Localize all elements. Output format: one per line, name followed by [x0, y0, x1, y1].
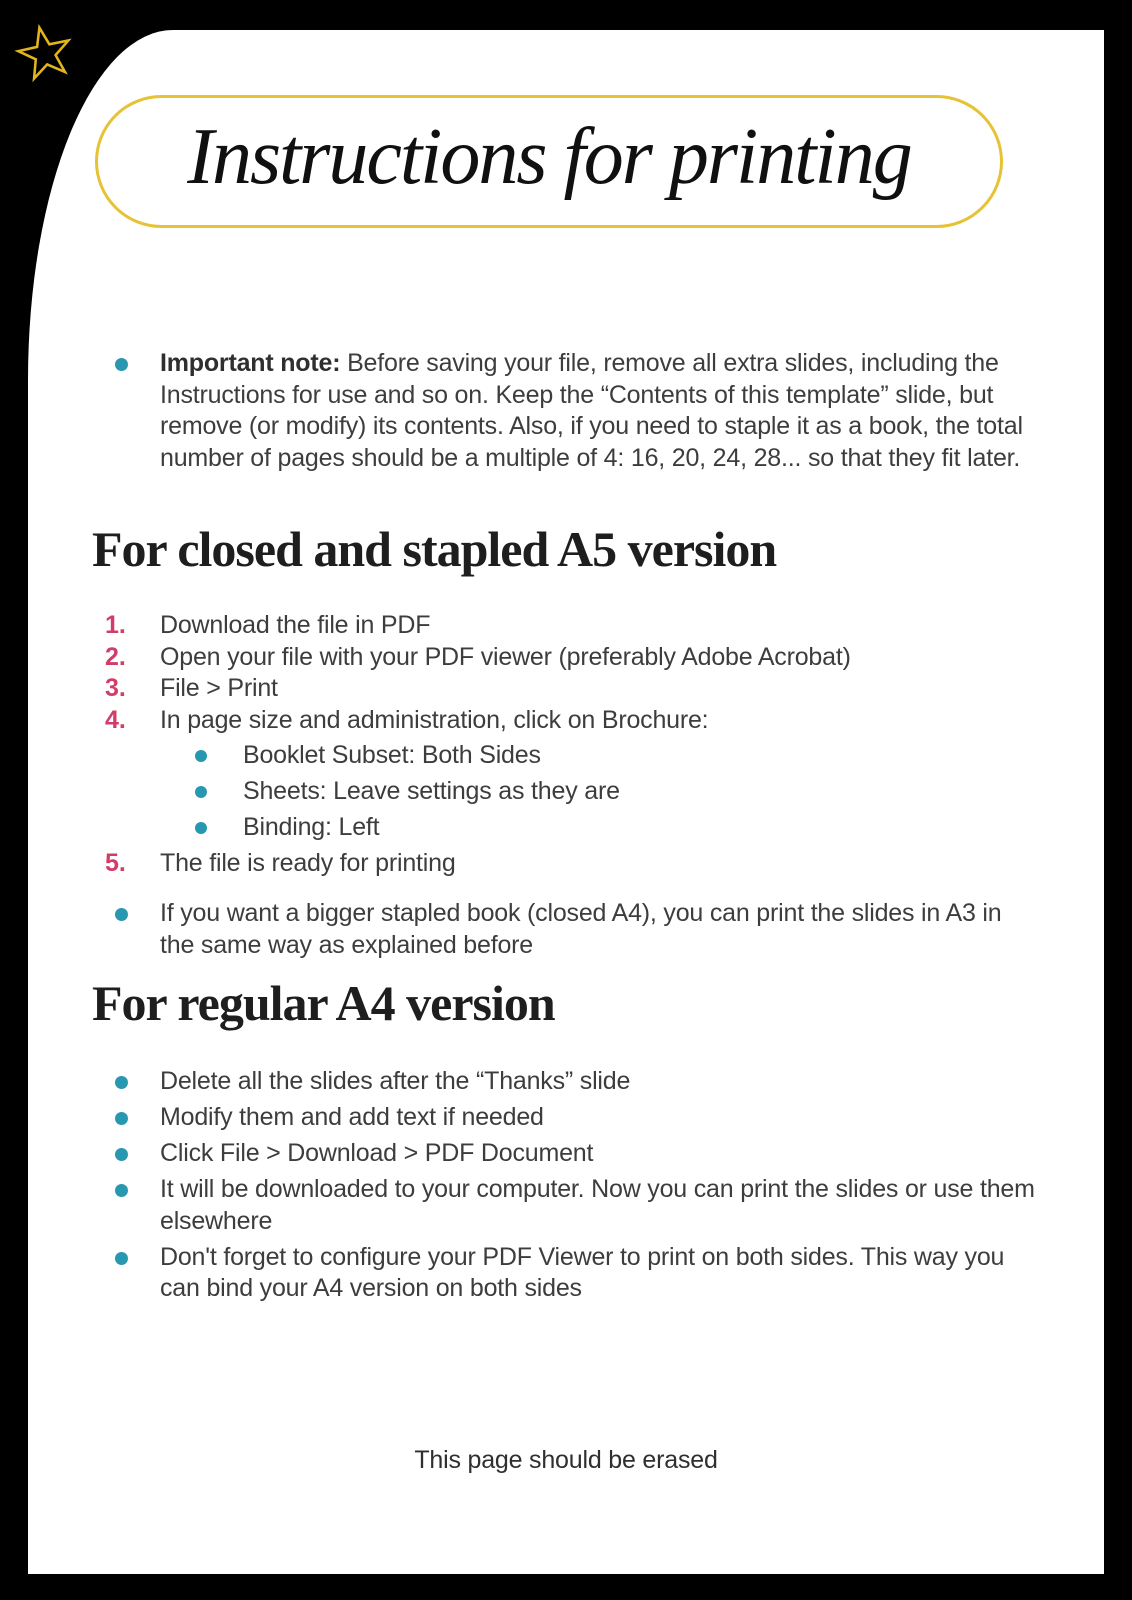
important-note	[115, 348, 1055, 474]
a5-steps-list	[105, 610, 1055, 880]
list-item	[105, 848, 1055, 880]
a5-extra-note-text: If you want a bigger stapled book (closed A4), you can print the slides in A3 in the same way as explained before	[160, 899, 1002, 959]
step-number: 4.	[105, 705, 126, 734]
step-number: 1.	[105, 611, 126, 639]
sub-item-text: Booklet Subset: Both Sides	[243, 741, 541, 769]
sub-item-text: Sheets: Leave settings as they are	[243, 777, 620, 805]
bullet-text: Delete all the slides after the “Thanks” slide	[160, 1067, 631, 1095]
bullet-icon	[195, 750, 207, 762]
step-number: 2.	[105, 642, 126, 671]
bullet-icon	[115, 1112, 128, 1125]
document-page	[28, 30, 1104, 1574]
heading-a5-version: For closed and stapled A5 version	[92, 521, 777, 577]
bullet-icon	[115, 1076, 128, 1089]
list-item	[115, 1066, 1055, 1098]
list-item	[115, 1102, 1055, 1134]
list-item	[195, 776, 1020, 808]
title-frame	[95, 95, 1003, 228]
step-text	[160, 705, 1020, 849]
important-note-body: Before saving your file, remove all extra slides, including the Instructions for use and so on. Keep the “Contents of this template” slide, but remove (or modify) its contents. Also, if you need to staple it as a book, the total number of pages should be a multiple of 4: 16, 20, 24, 28... so that they fit later.	[160, 349, 1023, 472]
bullet-icon	[115, 1148, 128, 1161]
list-item	[115, 1174, 1055, 1237]
bullet-text: Don't forget to configure your PDF Viewer to print on both sides. This way you can bind your A4 version on both sides	[160, 1242, 1005, 1302]
a4-bullets-list	[115, 1066, 1055, 1309]
list-item	[105, 642, 1055, 674]
bullet-text: It will be downloaded to your computer. Now you can print the slides or use them elsewhere	[160, 1175, 1035, 1235]
important-note-text	[160, 348, 1040, 474]
bullet-icon	[115, 1252, 128, 1265]
step-text: File > Print	[160, 674, 278, 702]
step-number: 3.	[105, 674, 126, 702]
sub-item-text: Binding: Left	[243, 813, 380, 841]
list-item	[105, 705, 1055, 849]
list-item	[105, 673, 1055, 705]
list-item	[115, 1242, 1055, 1305]
bullet-icon	[115, 1184, 128, 1197]
step-text: Open your file with your PDF viewer (preferably Adobe Acrobat)	[160, 642, 851, 671]
important-note-label: Important note:	[160, 349, 341, 377]
a5-extra-note	[115, 898, 1055, 961]
a5-sub-list	[195, 740, 1020, 844]
page-title: Instructions for printing	[187, 113, 911, 201]
list-item	[195, 740, 1020, 772]
step-text-label: In page size and administration, click on Brochure:	[160, 705, 709, 734]
bullet-text: Modify them and add text if needed	[160, 1103, 544, 1131]
step-text: Download the file in PDF	[160, 611, 431, 639]
bullet-icon	[115, 908, 128, 921]
bullet-icon	[195, 822, 207, 834]
footer-note: This page should be erased	[414, 1446, 718, 1474]
list-item	[115, 1138, 1055, 1170]
step-text: The file is ready for printing	[160, 849, 456, 877]
bullet-icon	[115, 358, 128, 371]
list-item	[195, 812, 1020, 844]
step-number: 5.	[105, 849, 126, 877]
heading-a4-version: For regular A4 version	[92, 975, 555, 1031]
bullet-icon	[195, 786, 207, 798]
bullet-text: Click File > Download > PDF Document	[160, 1139, 594, 1167]
star-icon	[13, 21, 77, 87]
list-item	[105, 610, 1055, 642]
